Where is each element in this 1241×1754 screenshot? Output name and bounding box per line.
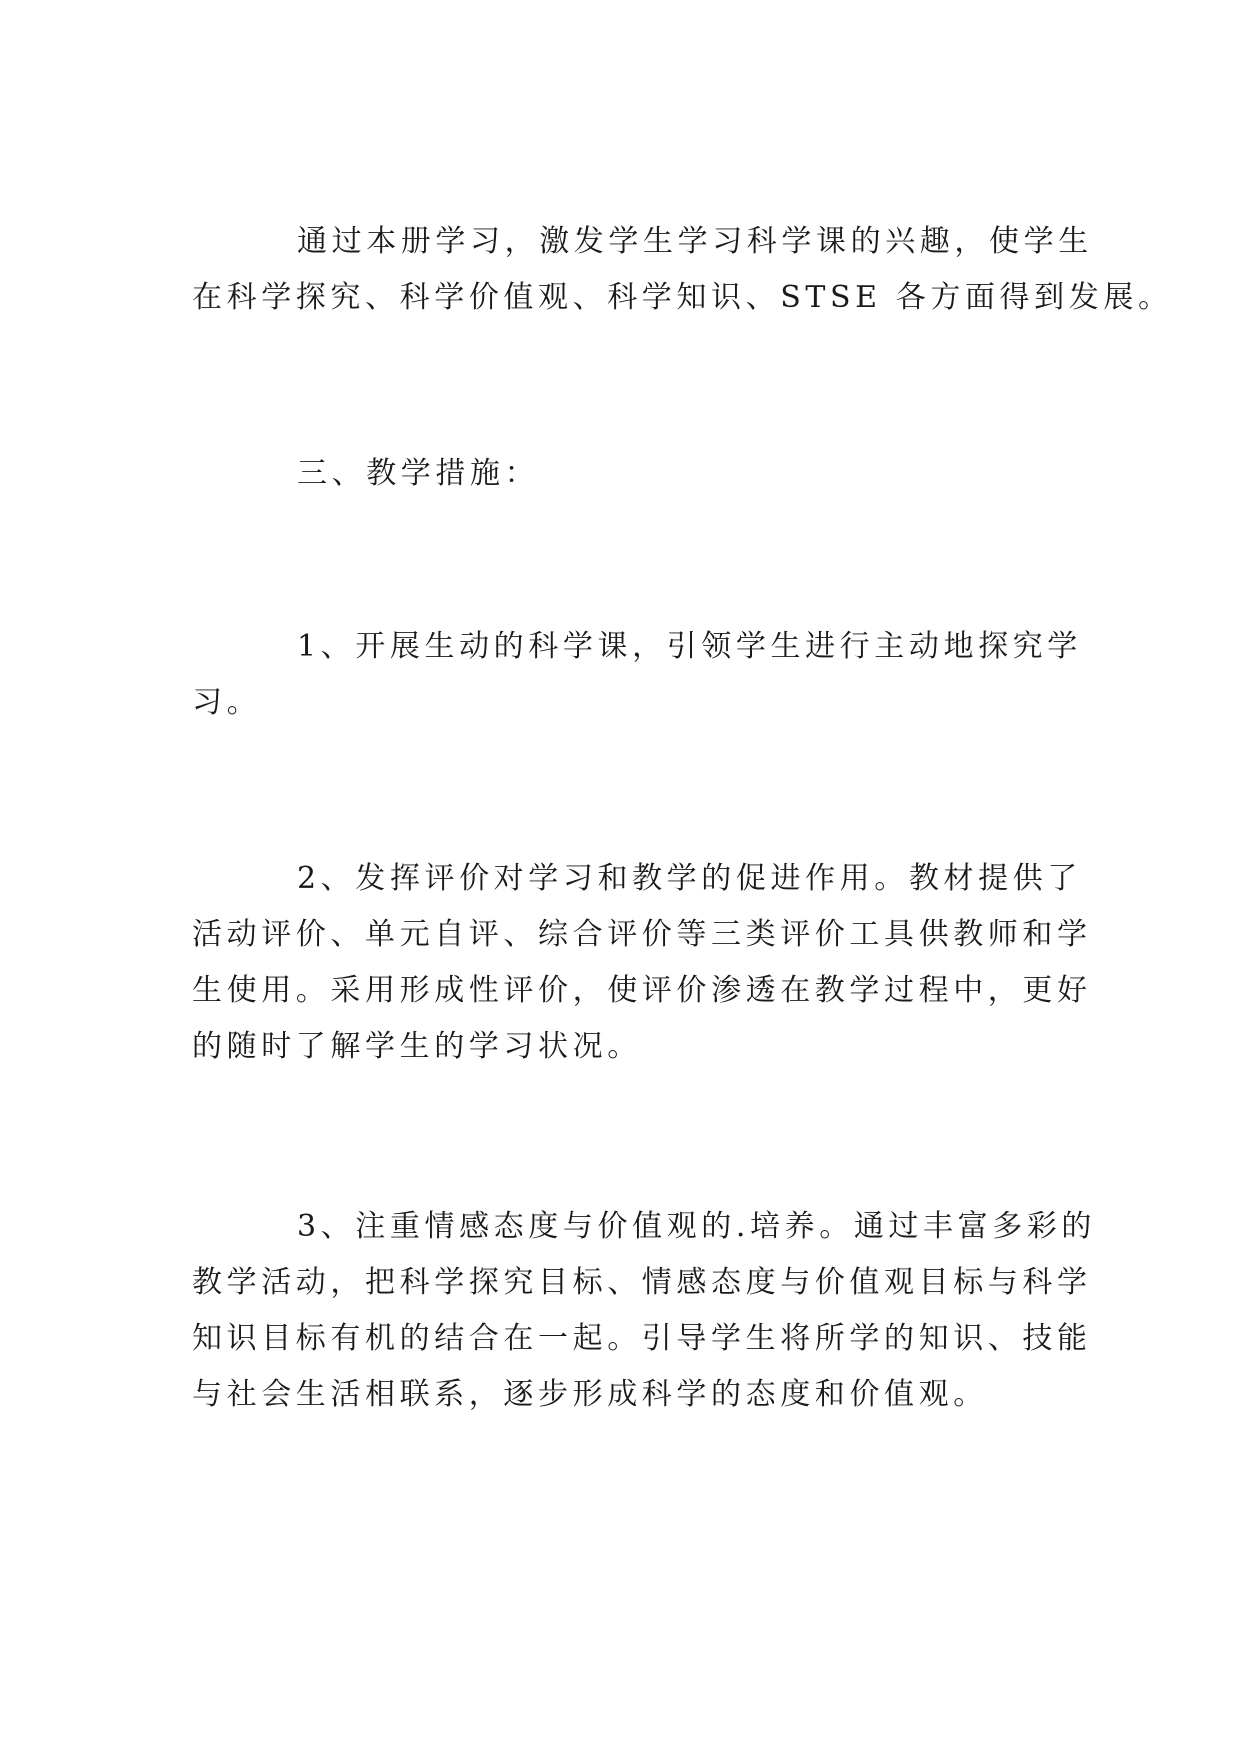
heading-text: 三、教学措施： (297, 456, 540, 491)
paragraph-line: 2、发挥评价对学习和教学的促进作用。教材提供了 (297, 861, 1082, 896)
paragraph-line: 生使用。采用形成性评价，使评价渗透在教学过程中，更好 (192, 973, 1092, 1008)
paragraph-line: 与社会生活相联系，逐步形成科学的态度和价值观。 (192, 1377, 988, 1412)
paragraph-line: 教学活动，把科学探究目标、情感态度与价值观目标与科学 (192, 1265, 1092, 1300)
paragraph-line: 1、开展生动的科学课，引领学生进行主动地探究学 (297, 629, 1082, 664)
paragraph-line: 的随时了解学生的学习状况。 (192, 1029, 642, 1064)
paragraph-line: 通过本册学习，激发学生学习科学课的兴趣，使学生 (297, 224, 1093, 259)
paragraph-line: 活动评价、单元自评、综合评价等三类评价工具供教师和学 (192, 917, 1092, 952)
paragraph-line: 习。 (192, 685, 262, 720)
paragraph-line: 在科学探究、科学价值观、科学知识、STSE 各方面得到发展。 (192, 280, 1173, 315)
paragraph-line: 知识目标有机的结合在一起。引导学生将所学的知识、技能 (192, 1321, 1092, 1356)
paragraph-line: 3、注重情感态度与价值观的.培养。通过丰富多彩的 (297, 1209, 1097, 1244)
